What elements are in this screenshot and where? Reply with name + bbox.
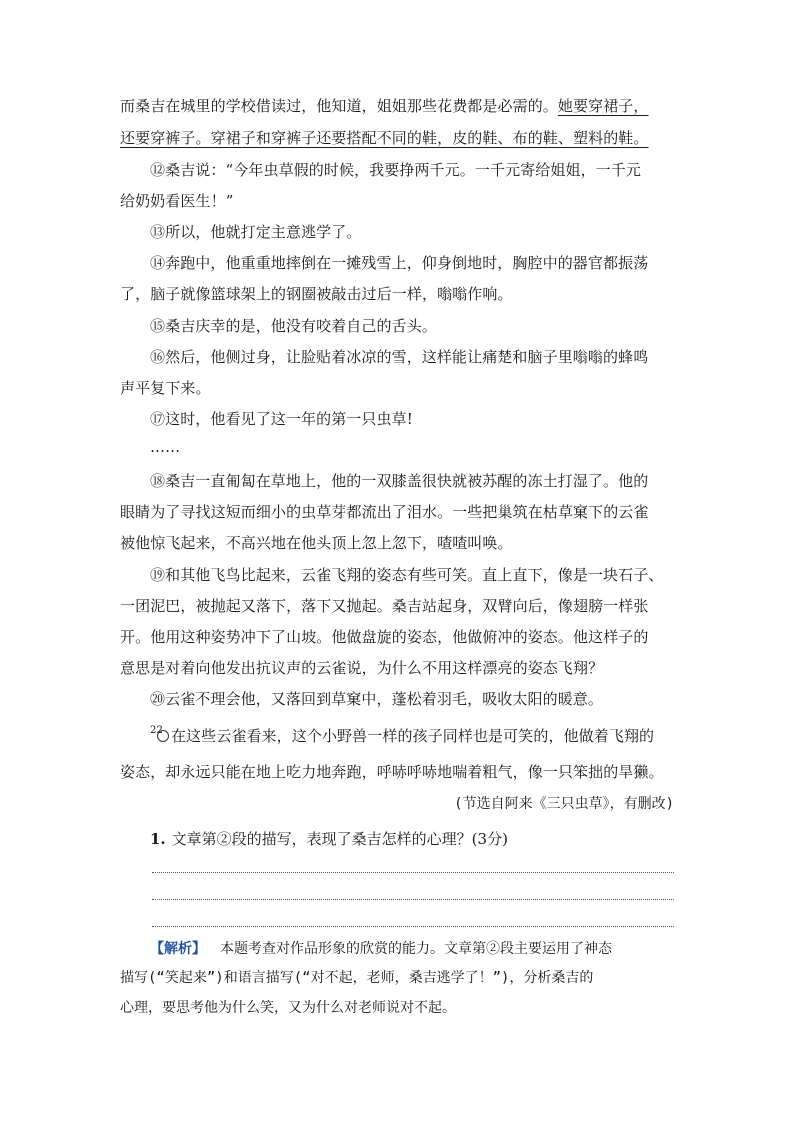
text-line: 了，脑子就像篮球架上的钢圈被敲击过后一样，嗡嗡作响。 [120, 285, 513, 303]
text-line: 而桑吉在城里的学校借读过，他知道，姐姐那些花费都是必需的。她要穿裙子， [120, 97, 649, 115]
answer-line [152, 872, 674, 873]
text-line: 意思是对着向他发出抗议声的云雀说，为什么不用这样漂亮的姿态飞翔？ [120, 659, 604, 677]
text-line: 声平复下来。 [120, 379, 211, 397]
paragraph-number: 22 [150, 725, 163, 736]
answer-line [152, 926, 674, 927]
paragraph-15: ⑮桑吉庆幸的是，他没有咬着自己的舌头。 [150, 317, 437, 335]
answer-line [152, 899, 674, 900]
text-line [120, 128, 680, 148]
analysis-line: 描写(“笑起来”)和语言描写(“对不起，老师，桑吉逃学了！”)，分析桑吉的 [120, 970, 594, 986]
analysis-line: 【解析】 本题考查对作品形象的欣赏的能力。文章第②段主要运用了神态 [150, 941, 612, 957]
text-line: 给奶奶看医生！” [120, 192, 234, 210]
ellipsis: …… [150, 438, 181, 456]
source-note: (节选自阿来《三只虫草》，有删改) [454, 796, 674, 812]
paragraph-14: ⑭奔跑中，他重重地摔倒在一摊残雪上，仰身倒地时，胸腔中的器官都振荡 [150, 254, 649, 272]
analysis-tag: 【解析】 [150, 941, 206, 957]
paragraph-20: ⑳云雀不理会他，又落回到草窠中，蓬松着羽毛，吸收太阳的暖意。 [150, 690, 604, 708]
question-number: 1. [150, 830, 166, 848]
paragraph-19: ⑲和其他飞鸟比起来，云雀飞翔的姿态有些可笑。直上直下，像是一块石子、 [150, 566, 664, 584]
underlined-text: 还要穿裤子。穿裙子和穿裤子还要搭配不同的鞋，皮的鞋、布的鞋、塑料的鞋。 [120, 129, 649, 147]
text-line: 姿态，却永远只能在地上吃力地奔跑，呼哧呼哧地喘着粗气，像一只笨拙的旱獭。 [120, 763, 664, 781]
paragraph-13: ⑬所以，他就打定主意逃学了。 [150, 223, 362, 241]
text-line: 被他惊飞起来，不高兴地在他头顶上忽上忽下，喳喳叫唤。 [120, 534, 513, 552]
paragraph-22: $^{22}$ 在这些云雀看来，这个小野兽一样的孩子同样也是可笑的，他做着飞翔的 [150, 725, 655, 745]
question-text: 文章第②段的描写，表现了桑吉怎样的心理？(3分) [171, 830, 508, 848]
analysis-line: 心理，要思考他为什么笑，又为什么对老师说对不起。 [120, 1000, 456, 1016]
paragraph-16: ⑯然后，他侧过身，让脸贴着冰凉的雪，这样能让痛楚和脑子里嗡嗡的蜂鸣 [150, 348, 649, 366]
paragraph-17: ⑰这时，他看见了这一年的第一只虫草! [150, 410, 413, 428]
paragraph-12: ⑫桑吉说：“今年虫草假的时候，我要挣两千元。一千元寄给姐姐，一千元 [150, 161, 641, 179]
text-line: 开。他用这种姿势冲下了山坡。他做盘旋的姿态，他做俯冲的姿态。他这样子的 [120, 628, 649, 646]
question-1 [150, 829, 508, 849]
underlined-text: 她要穿裙子， [557, 97, 649, 115]
text-line: 眼睛为了寻找这短而细小的虫草芽都流出了泪水。一些把巢筑在枯草窠下的云雀 [120, 503, 649, 521]
paragraph-18: ⑱桑吉一直匍匐在草地上，他的一双膝盖很快就被苏醒的冻土打湿了。他的 [150, 472, 649, 490]
text-line: 一团泥巴，被抛起又落下，落下又抛起。桑吉站起身，双臂向后，像翅膀一样张 [120, 597, 649, 615]
